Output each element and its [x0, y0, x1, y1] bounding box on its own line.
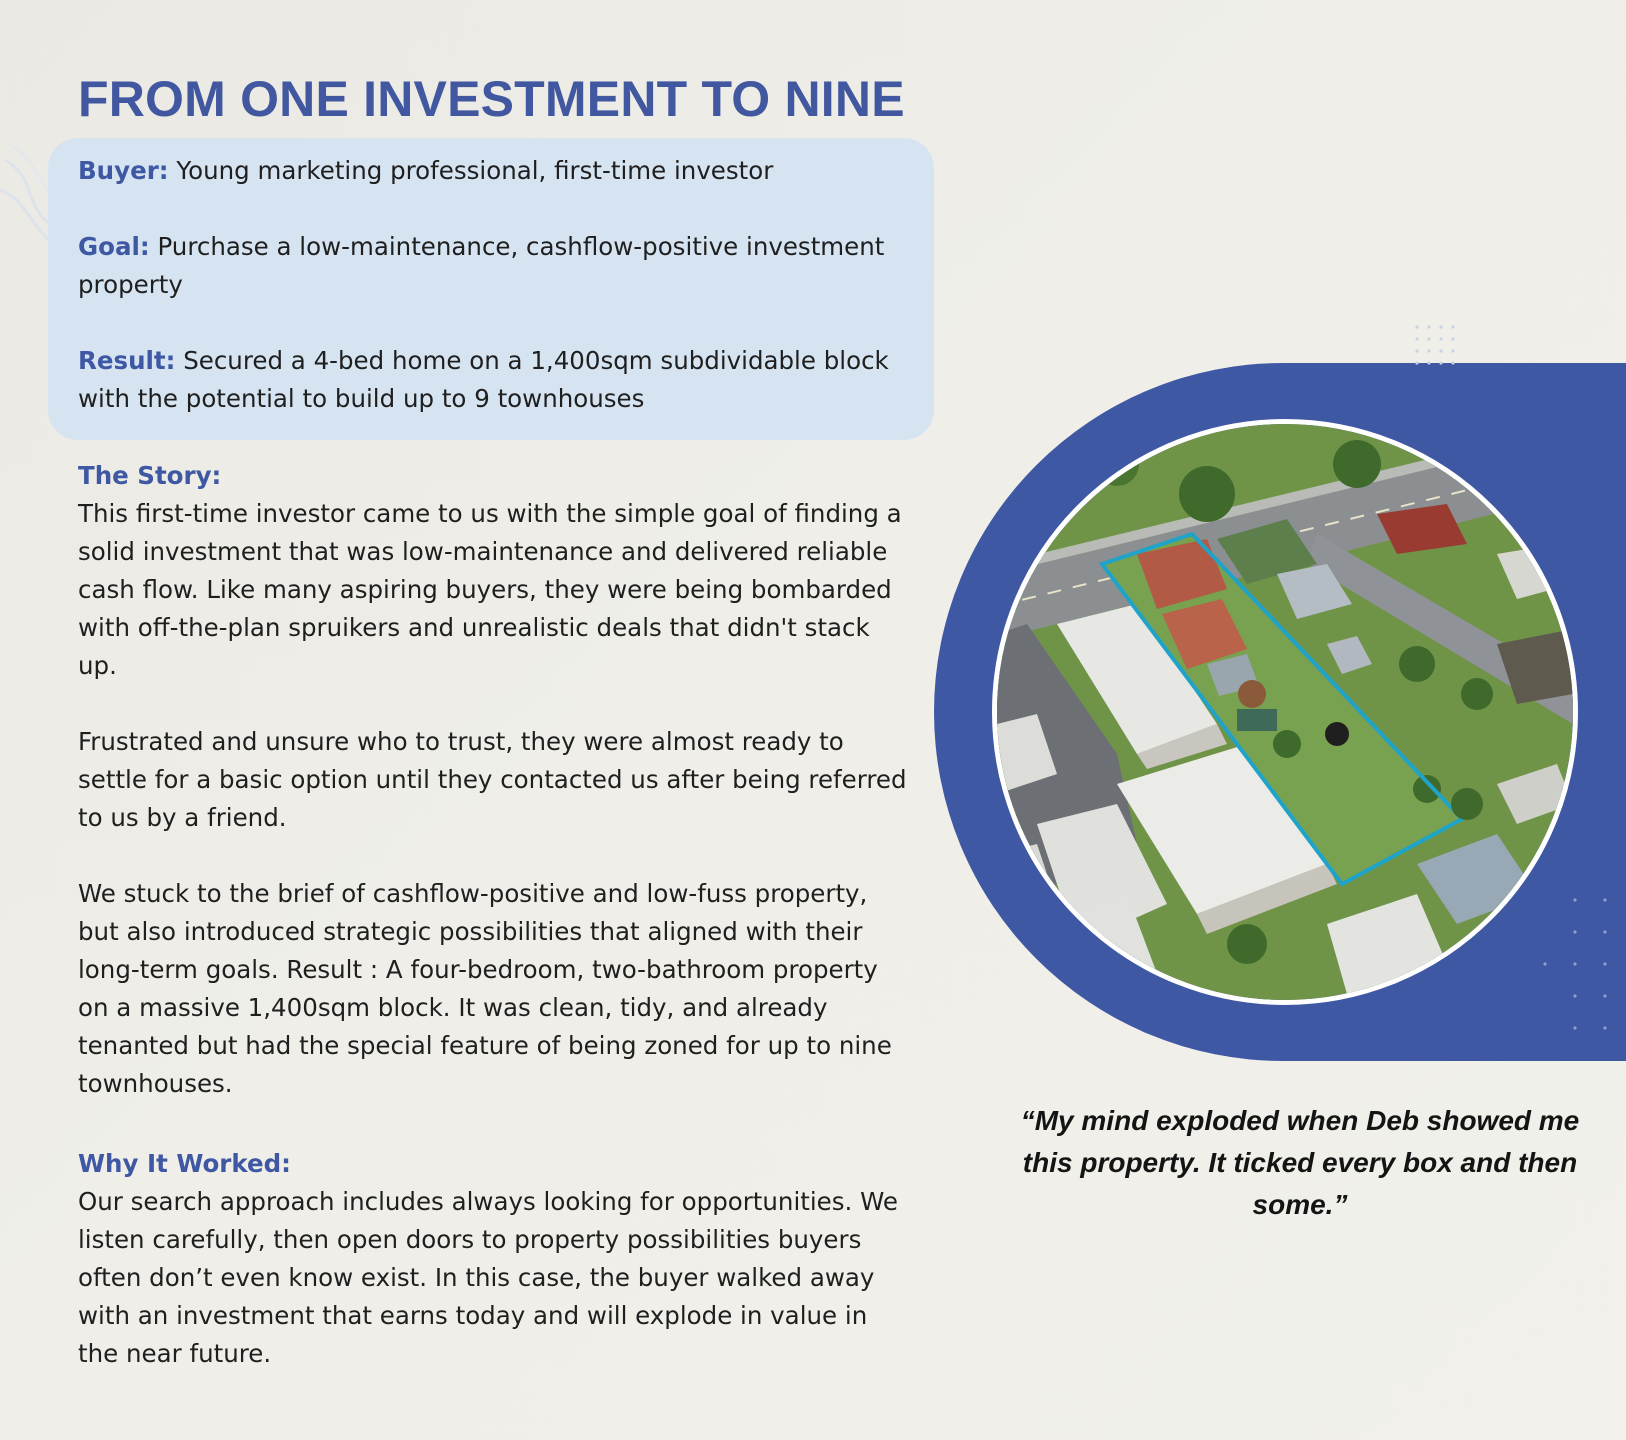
- story-paragraph-1: This first-time investor came to us with the simple goal of finding a solid investment that was low-maintenance and delivered reliable cash flow. Like many aspiring buyers, they were being bombarded with off-the-plan spruikers and unrealistic deals that didn't stack up.: [78, 499, 902, 680]
- why-section: [78, 1145, 908, 1373]
- buyer-text: Young marketing professional, first-time investor: [168, 156, 774, 185]
- story-heading: The Story:: [78, 461, 222, 490]
- buyer-line: [78, 152, 908, 190]
- goal-text: Purchase a low-maintenance, cashflow-positive investment property: [78, 232, 885, 299]
- why-heading: Why It Worked:: [78, 1149, 291, 1178]
- summary-panel: [48, 138, 934, 440]
- testimonial-quote: “My mind exploded when Deb showed me this property. It ticked every box and then some.”: [1020, 1105, 1580, 1220]
- story-paragraph-2: Frustrated and unsure who to trust, they were almost ready to settle for a basic option until they contacted us after being referred to us by a friend.: [78, 727, 907, 832]
- dot-grid-decoration-lower: [1530, 892, 1620, 1042]
- result-label: Result:: [78, 346, 176, 375]
- story-paragraph-3: We stuck to the brief of cashflow-positive and low-fuss property, but also introduced strategic possibilities that aligned with their long-term goals. Result : A four-bedroom, two-bathroom property on a massive 1,400sqm block. It was clean, tidy, and already tenanted but had the special feature of being zoned for up to nine townhouses.: [78, 879, 892, 1098]
- page-title: FROM ONE INVESTMENT TO NINE: [78, 71, 905, 127]
- goal-label: Goal:: [78, 232, 150, 261]
- aerial-property-photo: [992, 419, 1578, 1005]
- goal-line: [78, 228, 908, 304]
- dot-grid-decoration: [1412, 322, 1462, 372]
- buyer-label: Buyer:: [78, 156, 169, 185]
- story-section: [78, 457, 908, 1103]
- result-text: Secured a 4-bed home on a 1,400sqm subdividable block with the potential to build up to 9 townhouses: [78, 346, 889, 413]
- aerial-illustration: [997, 424, 1573, 1000]
- why-paragraph: Our search approach includes always looking for opportunities. We listen carefully, then open doors to property possibilities buyers often don’t even know exist. In this case, the buyer walked away with an investment that earns today and will explode in value in the near future.: [78, 1187, 898, 1368]
- result-line: [78, 342, 908, 418]
